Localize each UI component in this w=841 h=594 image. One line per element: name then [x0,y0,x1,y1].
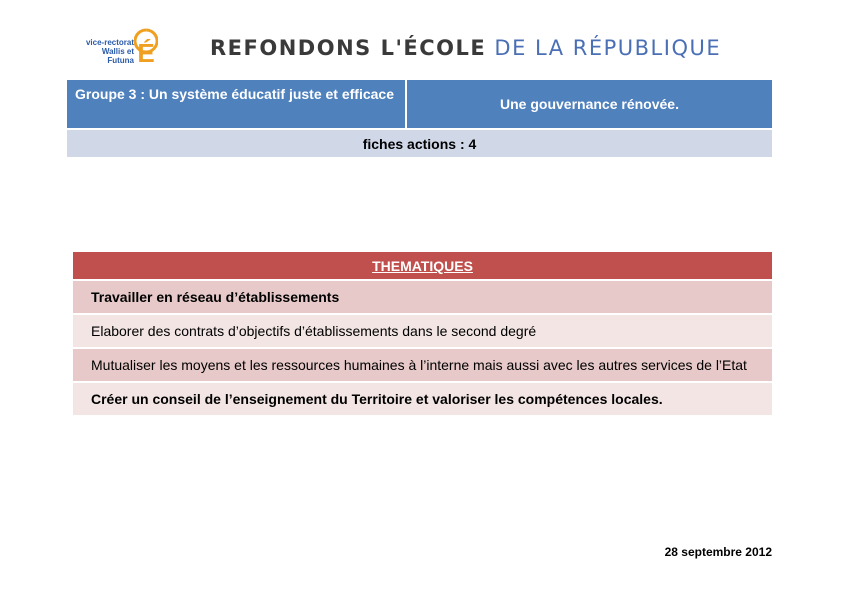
logo-line-2: Wallis et Futuna [101,47,134,65]
topic-cell: Une gouvernance rénovée. [407,80,772,128]
banner-part-1: REFONDONS L'ÉCOLE [210,36,487,60]
logo-line-1: vice-rectorat [85,38,134,47]
thematique-row-2: Elaborer des contrats d’objectifs d’établissements dans le second degré [73,313,772,347]
vice-rectorat-logo [76,26,156,70]
thematique-row-3: Mutualiser les moyens et les ressources humaines à l’interne mais aussi avec les autres services de l’Etat [73,347,772,381]
fiches-actions: fiches actions : 4 [67,130,772,157]
header-table [67,80,772,128]
logo-letter: É [137,38,155,68]
banner-title [210,36,721,60]
thematique-row-4: Créer un conseil de l’enseignement du Territoire et valoriser les compétences locales. [73,381,772,415]
logo-e-icon [134,26,158,70]
thematiques-table [73,252,772,415]
thematique-row-1: Travailler en réseau d’établissements [73,279,772,313]
thematiques-header: THEMATIQUES [73,252,772,279]
document-date: 28 septembre 2012 [664,545,772,559]
group-cell: Groupe 3 : Un système éducatif juste et efficace [67,80,407,128]
banner-part-2: DE LA RÉPUBLIQUE [494,36,722,60]
